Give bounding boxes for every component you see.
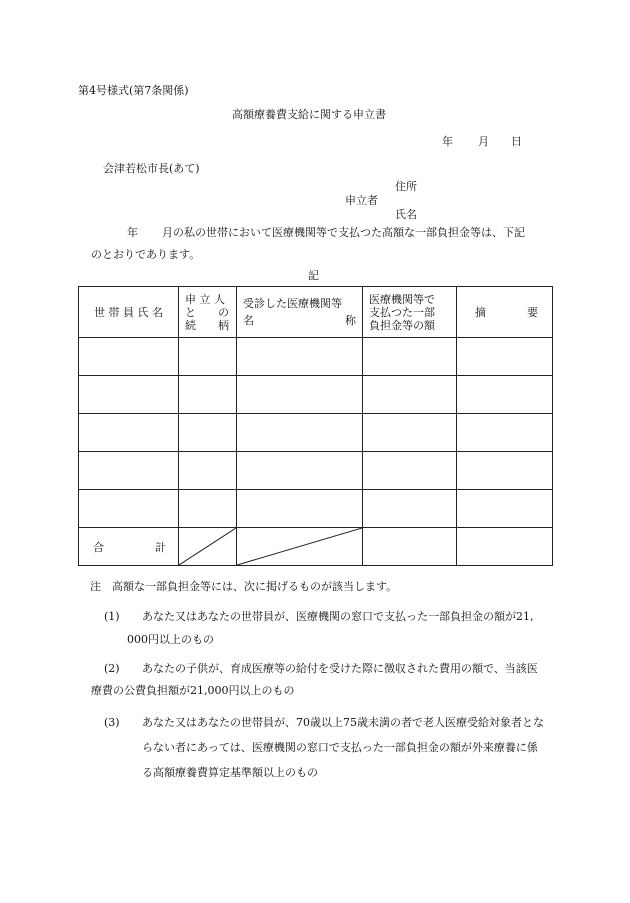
note-item-1-number: (1): [104, 610, 120, 623]
table-row: [79, 490, 553, 528]
header-member-name: 世 帯 員 氏 名: [79, 287, 179, 338]
document-title: 高額療養費支給に関する申立書: [232, 108, 386, 121]
total-row: [79, 528, 553, 566]
addressee: 会津若松市長(あて): [103, 162, 200, 175]
institution-cell[interactable]: [237, 376, 363, 414]
note-item-2-number: (2): [104, 662, 120, 675]
header-amount: 医療機関等で 支払つた一部 負担金等の額: [363, 287, 457, 338]
expense-table: [78, 286, 553, 566]
total-amount-cell[interactable]: [363, 528, 457, 566]
note-item-1-line2: 000円以上のもの: [127, 633, 214, 646]
ki-label: 記: [308, 269, 319, 282]
date-month: 月: [478, 135, 489, 148]
relationship-cell[interactable]: [179, 414, 237, 452]
table-row: [79, 338, 553, 376]
notes-intro: 注 高額な一部負担金等には、次に掲げるものが該当します。: [90, 580, 398, 593]
member-name-cell[interactable]: [79, 452, 179, 490]
member-name-cell[interactable]: [79, 490, 179, 528]
header-remarks: 摘 要: [457, 287, 553, 338]
diagonal-line: [179, 528, 236, 565]
form-number: 第4号様式(第7条関係): [78, 84, 189, 97]
table-row: [79, 376, 553, 414]
note-item-3-line2: らない者にあっては、医療機関の窓口で支払った一部負担金の額が外来療養に係: [142, 741, 538, 754]
applicant-label: 申立者: [345, 194, 378, 207]
statement-line2: のとおりであります。: [91, 248, 201, 261]
amount-cell[interactable]: [363, 490, 457, 528]
institution-cell[interactable]: [237, 452, 363, 490]
statement-line1: 月の私の世帯において医療機関等で支払つた高額な一部負担金等は、下記: [162, 226, 525, 239]
table-header-row: [79, 287, 553, 338]
relationship-cell[interactable]: [179, 490, 237, 528]
date-year: 年: [442, 135, 453, 148]
table-row: [79, 414, 553, 452]
header-institution: 受診した医療機関等 名 称: [237, 287, 363, 338]
institution-cell[interactable]: [237, 490, 363, 528]
note-item-2-line2: 療費の公費負担額が21,000円以上のもの: [91, 684, 295, 697]
diagonal-line: [237, 528, 362, 565]
amount-cell[interactable]: [363, 338, 457, 376]
note-item-3-line1: あなた又はあなたの世帯員が、70歳以上75歳未満の者で老人医療受給対象者とな: [142, 716, 544, 729]
member-name-cell[interactable]: [79, 376, 179, 414]
remarks-cell[interactable]: [457, 414, 553, 452]
note-item-3-number: (3): [104, 716, 120, 729]
institution-cell[interactable]: [237, 338, 363, 376]
header-relationship: 申 立 人 と の 続 柄: [179, 287, 237, 338]
remarks-cell[interactable]: [457, 452, 553, 490]
relationship-cell[interactable]: [179, 338, 237, 376]
note-item-3-line3: る高額療養費算定基準額以上のもの: [142, 766, 318, 779]
date-day: 日: [511, 135, 522, 148]
statement-year: 年: [127, 226, 138, 239]
address-label: 住所: [395, 180, 417, 193]
table-row: [79, 452, 553, 490]
note-item-1-line1: あなた又はあなたの世帯員が、医療機関の窓口で支払った一部負担金の額が21,: [142, 610, 534, 623]
total-institution-void: [237, 528, 363, 566]
remarks-cell[interactable]: [457, 376, 553, 414]
member-name-cell[interactable]: [79, 414, 179, 452]
member-name-cell[interactable]: [79, 338, 179, 376]
remarks-cell[interactable]: [457, 490, 553, 528]
institution-cell[interactable]: [237, 414, 363, 452]
relationship-cell[interactable]: [179, 452, 237, 490]
relationship-cell[interactable]: [179, 376, 237, 414]
amount-cell[interactable]: [363, 414, 457, 452]
remarks-cell[interactable]: [457, 338, 553, 376]
name-label: 氏名: [395, 208, 417, 221]
total-label: 合 計: [79, 528, 179, 566]
note-item-2-line1: あなたの子供が、育成医療等の給付を受けた際に徴収された費用の額で、当該医: [142, 662, 538, 675]
amount-cell[interactable]: [363, 452, 457, 490]
total-relationship-void: [179, 528, 237, 566]
amount-cell[interactable]: [363, 376, 457, 414]
total-remarks-cell[interactable]: [457, 528, 553, 566]
